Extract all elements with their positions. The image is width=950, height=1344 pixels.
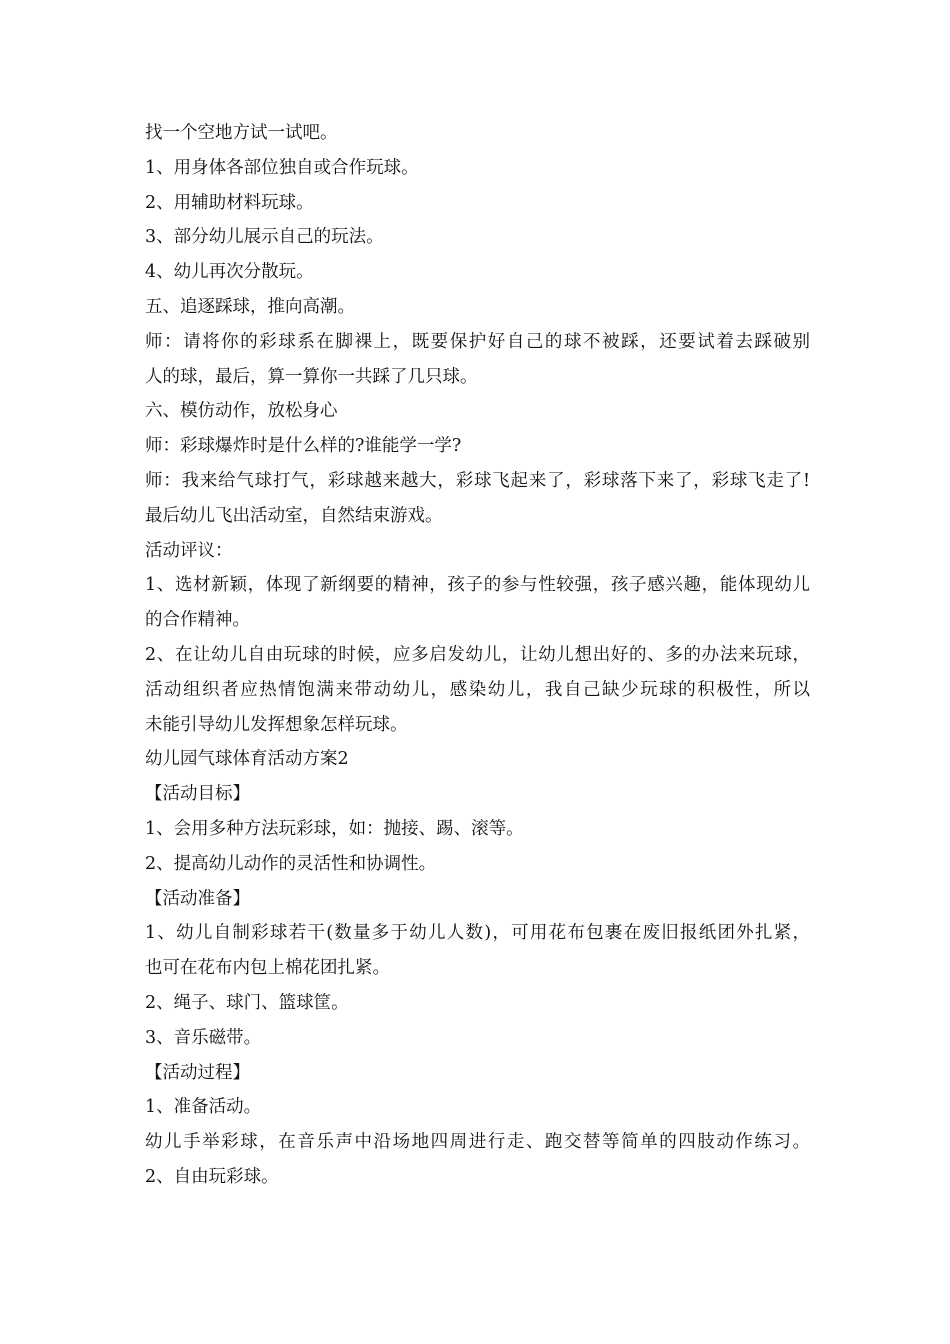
text-line: 活动组织者应热情饱满来带动幼儿，感染幼儿，我自己缺少玩球的积极性，所以 [145,679,810,700]
text-line: 【活动准备】 [145,888,250,909]
text-line: 的合作精神。 [145,610,250,631]
text-line: 1、准备活动。 [145,1097,262,1118]
document-body [145,116,810,1195]
text-line: 未能引导幼儿发挥想象怎样玩球。 [145,714,408,735]
text-line: 师：我来给气球打气，彩球越来越大，彩球飞起来了，彩球落下来了，彩球飞走了! [145,470,810,491]
text-line: 师：请将你的彩球系在脚裸上，既要保护好自己的球不被踩，还要试着去踩破别 [145,331,810,352]
text-line: 人的球，最后，算一算你一共踩了几只球。 [145,366,478,387]
text-line: 五、追逐踩球，推向高潮。 [145,296,355,317]
text-line: 3、音乐磁带。 [145,1027,262,1048]
text-line: 2、在让幼儿自由玩球的时候，应多启发幼儿，让幼儿想出好的、多的办法来玩球， [145,644,810,665]
text-line: 1、用身体各部位独自或合作玩球。 [145,157,419,178]
text-line: 最后幼儿飞出活动室，自然结束游戏。 [145,505,443,526]
text-line: 2、提高幼儿动作的灵活性和协调性。 [145,853,437,874]
text-line: 六、模仿动作，放松身心 [145,401,338,422]
text-line: 3、部分幼儿展示自己的玩法。 [145,227,384,248]
text-line: 2、用辅助材料玩球。 [145,192,314,213]
text-line: 【活动过程】 [145,1062,250,1083]
text-line: 也可在花布内包上棉花团扎紧。 [145,958,390,979]
text-line: 4、幼儿再次分散玩。 [145,262,314,283]
text-line: 1、选材新颖，体现了新纲要的精神，孩子的参与性较强，孩子感兴趣，能体现幼儿 [145,575,810,596]
text-line: 2、绳子、球门、篮球筐。 [145,992,349,1013]
text-line: 师：彩球爆炸时是什么样的?谁能学一学? [145,436,462,457]
text-line: 【活动目标】 [145,784,250,805]
text-line: 幼儿园气球体育活动方案2 [145,749,349,770]
text-line: 找一个空地方试一试吧。 [145,123,338,143]
text-line: 2、自由玩彩球。 [145,1166,279,1187]
text-line: 活动评议： [145,540,233,561]
text-line: 幼儿手举彩球，在音乐声中沿场地四周进行走、跑交替等简单的四肢动作练习。 [145,1132,810,1153]
text-line: 1、幼儿自制彩球若干(数量多于幼儿人数)，可用花布包裹在废旧报纸团外扎紧， [145,923,810,944]
text-line: 1、会用多种方法玩彩球，如：抛接、踢、滚等。 [145,818,524,839]
